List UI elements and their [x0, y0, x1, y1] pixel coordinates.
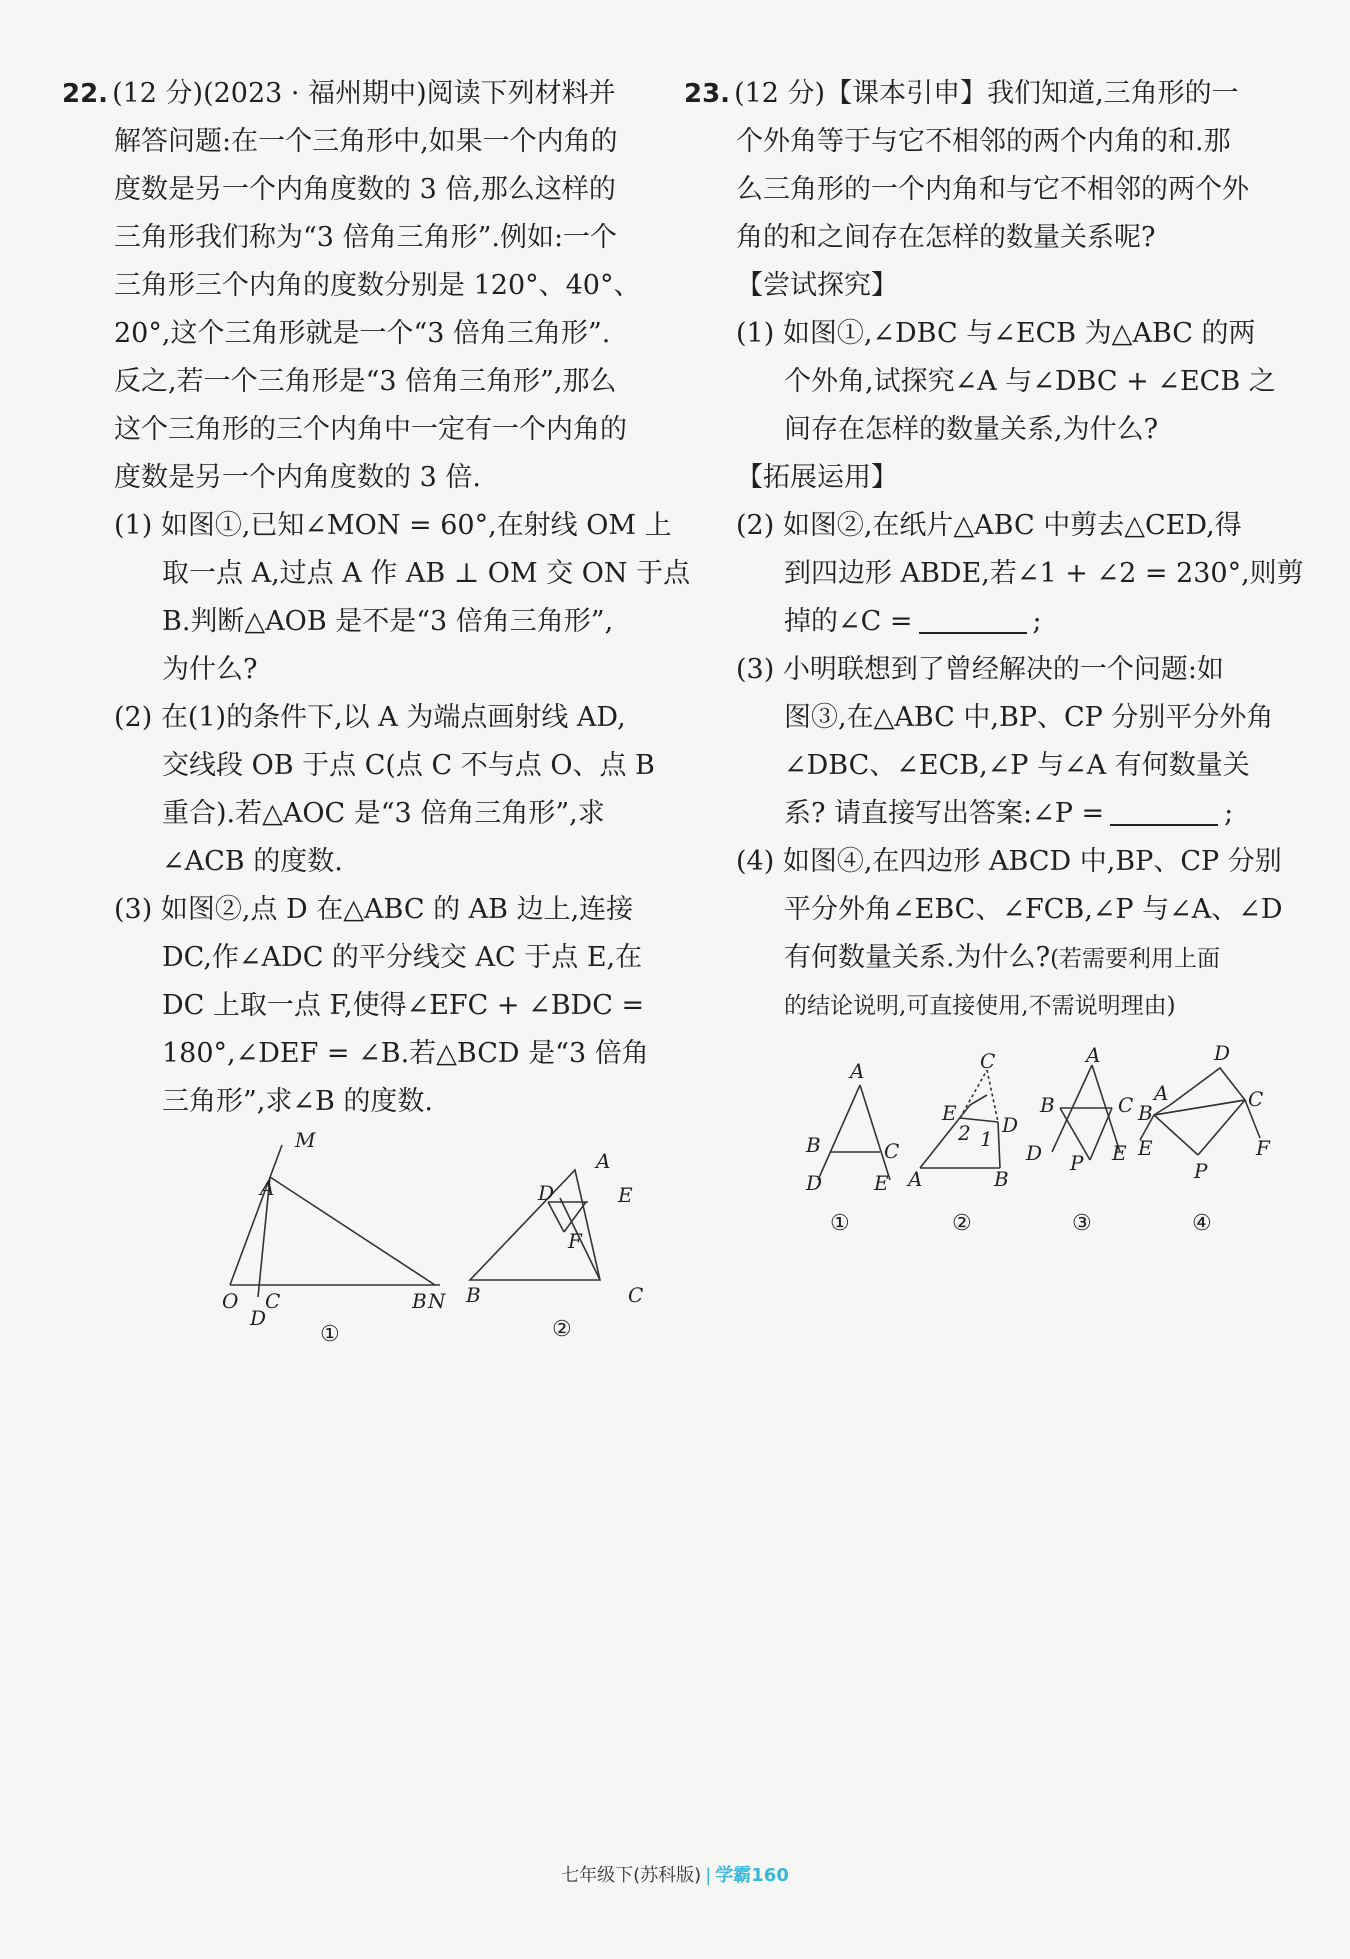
q23-fig2-caption: ② — [952, 1211, 972, 1236]
q23-number: 23. — [684, 79, 731, 109]
footer-grade: 七年级下(苏科版) — [561, 1865, 702, 1886]
label-C: C — [884, 1139, 900, 1163]
q22-p2-line-2: 重合).若△AOC 是“3 倍角三角形”,求 — [162, 798, 605, 829]
label-E: E — [874, 1171, 889, 1195]
q22-p2-line-1: 交线段 OB 于点 C(点 C 不与点 O、点 B — [162, 750, 655, 781]
q23-figure-2 — [906, 1049, 1018, 1236]
q22-p2-line-3: ∠ACB 的度数. — [162, 846, 343, 877]
label-N: N — [428, 1289, 446, 1313]
footer-page-number: 160 — [751, 1865, 789, 1886]
q23-p3-suffix: ; — [1224, 798, 1234, 829]
q22-line-7: 这个三角形的三个内角中一定有一个内角的 — [114, 414, 627, 445]
q23-p4-line-2 — [684, 934, 1274, 982]
question-23 — [684, 70, 1304, 1030]
q22-p1-line-3: 为什么? — [162, 654, 258, 685]
label-B: B — [806, 1133, 821, 1157]
q23-fig1-caption: ① — [830, 1211, 850, 1236]
q22-p3-line-3: 180°,∠DEF = ∠B.若△BCD 是“3 倍角 — [162, 1038, 649, 1069]
q23-p4-note: (若需要利用上面 — [1050, 946, 1221, 972]
label-A: A — [1086, 1043, 1101, 1067]
q23-p2-line-0: (2) 如图②,在纸片△ABC 中剪去△CED,得 — [736, 510, 1242, 541]
label-D: D — [1002, 1113, 1019, 1137]
label-angle-1: 1 — [980, 1127, 993, 1151]
q23-p4-line-0: (4) 如图④,在四边形 ABCD 中,BP、CP 分别 — [736, 846, 1282, 877]
q22-p3-line-2: DC 上取一点 F,使得∠EFC + ∠BDC = — [162, 990, 645, 1021]
label-A: A — [596, 1149, 611, 1173]
label-E: E — [618, 1183, 633, 1207]
q22-figure-1 — [210, 1125, 460, 1350]
q22-line-3: 三角形我们称为“3 倍角三角形”.例如:一个 — [114, 222, 618, 253]
q23-line-3: 角的和之间存在怎样的数量关系呢? — [736, 222, 1156, 253]
label-angle-2: 2 — [958, 1121, 971, 1145]
label-C: C — [265, 1289, 281, 1313]
label-B: B — [412, 1289, 427, 1313]
answer-blank-c[interactable] — [919, 606, 1027, 634]
q23-line-1: 个外角等于与它不相邻的两个内角的和.那 — [736, 126, 1231, 157]
q23-p2-line-1: 到四边形 ABDE,若∠1 + ∠2 = 230°,则剪 — [784, 558, 1304, 589]
q22-line-4: 三角形三个内角的度数分别是 120°、40°、 — [114, 270, 641, 301]
label-B: B — [1138, 1101, 1153, 1125]
q23-figures — [790, 1040, 1290, 1250]
q23-fig3-caption: ③ — [1072, 1211, 1092, 1236]
q23-p4-line-1: 平分外角∠EBC、∠FCB,∠P 与∠A、∠D — [784, 894, 1283, 925]
q23-line-2: 么三角形的一个内角和与它不相邻的两个外 — [736, 174, 1249, 205]
q23-p3-line-0: (3) 小明联想到了曾经解决的一个问题:如 — [736, 654, 1224, 685]
q22-number: 22. — [62, 79, 109, 109]
q22-p3-line-4: 三角形”,求∠B 的度数. — [162, 1086, 434, 1117]
label-A: A — [1154, 1081, 1169, 1105]
q23-p4-line-3: 的结论说明,可直接使用,不需说明理由) — [784, 993, 1176, 1019]
footer-brand: 学霸 — [715, 1865, 752, 1886]
label-C: C — [628, 1283, 644, 1307]
q22-p1-line-0: (1) 如图①,已知∠MON = 60°,在射线 OM 上 — [114, 510, 672, 541]
label-B: B — [994, 1167, 1009, 1191]
answer-blank-p[interactable] — [1110, 798, 1218, 826]
q22-figure-2 — [460, 1140, 660, 1345]
label-B: B — [1040, 1093, 1055, 1117]
label-B: B — [466, 1283, 481, 1307]
q23-p1-line-1: 个外角,试探究∠A 与∠DBC + ∠ECB 之 — [784, 366, 1276, 397]
q23-text: (12 分)【课本引申】我们知道,三角形的一 — [734, 78, 1239, 109]
label-E: E — [1112, 1141, 1127, 1165]
q22-line-0 — [62, 70, 652, 118]
label-F: F — [1256, 1136, 1270, 1160]
q23-p3-line-2: ∠DBC、∠ECB,∠P 与∠A 有何数量关 — [784, 750, 1250, 781]
label-D: D — [1214, 1041, 1231, 1065]
q23-p3-line-1: 图③,在△ABC 中,BP、CP 分别平分外角 — [784, 702, 1274, 733]
q23-p2-suffix: ; — [1032, 606, 1042, 637]
q23-section-extend: 【拓展运用】 — [736, 462, 898, 493]
label-D: D — [250, 1306, 267, 1330]
label-A: A — [260, 1176, 275, 1200]
footer-separator: | — [705, 1865, 712, 1886]
q23-figure-1 — [805, 1059, 899, 1236]
q22-p3-line-0: (3) 如图②,点 D 在△ABC 的 AB 边上,连接 — [114, 894, 634, 925]
q23-p1-line-2: 间存在怎样的数量关系,为什么? — [784, 414, 1159, 445]
q22-line-5: 20°,这个三角形就是一个“3 倍角三角形”. — [114, 318, 611, 349]
q23-section-try: 【尝试探究】 — [736, 270, 898, 301]
label-C: C — [1248, 1087, 1264, 1111]
q22-line-6: 反之,若一个三角形是“3 倍角三角形”,那么 — [114, 366, 617, 397]
label-P: P — [1070, 1151, 1084, 1175]
q22-line-8: 度数是另一个内角度数的 3 倍. — [114, 462, 481, 493]
q22-fig1-caption: ① — [320, 1322, 340, 1347]
label-C: C — [980, 1049, 996, 1073]
q23-p4-question: 有何数量关系.为什么? — [784, 942, 1051, 973]
q23-p3-prefix: 系? 请直接写出答案:∠P = — [784, 798, 1105, 829]
q23-p3-line-3 — [684, 790, 1274, 838]
page-footer — [0, 1861, 1350, 1887]
q23-figure-4 — [1137, 1041, 1271, 1236]
q23-p2-line-2 — [684, 598, 1274, 646]
q22-line-2: 度数是另一个内角度数的 3 倍,那么这样的 — [114, 174, 616, 205]
label-F: F — [568, 1229, 582, 1253]
q22-p2-line-0: (2) 在(1)的条件下,以 A 为端点画射线 AD, — [114, 702, 626, 733]
q23-fig4-caption: ④ — [1192, 1211, 1212, 1236]
q22-p3-line-1: DC,作∠ADC 的平分线交 AC 于点 E,在 — [162, 942, 643, 973]
label-C: C — [1118, 1093, 1134, 1117]
q23-line-0 — [684, 70, 1274, 118]
label-M: M — [295, 1128, 316, 1152]
label-D: D — [538, 1181, 555, 1205]
label-P: P — [1194, 1159, 1208, 1183]
label-A: A — [850, 1059, 865, 1083]
q22-line-1: 解答问题:在一个三角形中,如果一个内角的 — [114, 126, 618, 157]
label-D: D — [1026, 1141, 1043, 1165]
label-E: E — [942, 1101, 957, 1125]
q22-text: (12 分)(2023 · 福州期中)阅读下列材料并 — [112, 78, 616, 109]
q23-figure-3 — [1025, 1043, 1133, 1236]
q22-p1-line-2: B.判断△AOB 是不是“3 倍角三角形”, — [162, 606, 614, 637]
label-O: O — [222, 1289, 239, 1313]
q23-p2-prefix: 掉的∠C = — [784, 606, 913, 637]
q22-fig2-caption: ② — [552, 1317, 572, 1342]
label-A: A — [908, 1167, 923, 1191]
q22-p1-line-1: 取一点 A,过点 A 作 AB ⊥ OM 交 ON 于点 — [162, 558, 691, 589]
label-E: E — [1138, 1136, 1153, 1160]
label-D: D — [806, 1171, 823, 1195]
q23-p1-line-0: (1) 如图①,∠DBC 与∠ECB 为△ABC 的两 — [736, 318, 1256, 349]
question-22 — [62, 70, 691, 1126]
